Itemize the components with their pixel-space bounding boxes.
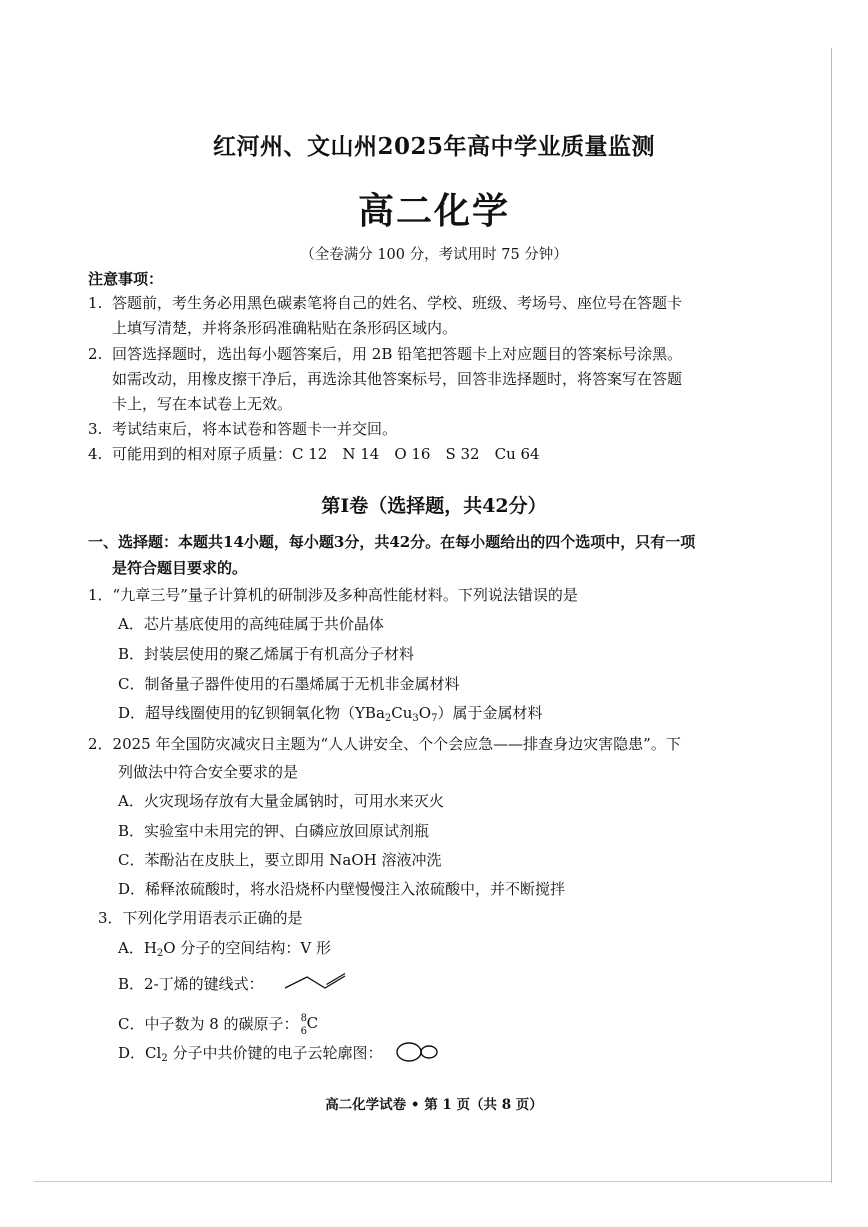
note-1-line-2: 上填写清楚，并将条形码准确粘贴在条形码区域内。 [112,319,458,337]
exam-title: 红河州、文山州2025年高中学业质量监测 [212,133,655,160]
note-2-num: 2. [88,345,103,363]
note-3-line-1: 考试结束后，将本试卷和答题卡一并交回。 [112,420,398,438]
q3-d-text-2: 分子中共价键的电子云轮廓图： [167,1044,383,1062]
note-1-num: 1. [88,294,103,312]
q1-d-text-4: ）属于金属材料 [437,704,543,722]
page-footer: 高二化学试卷 • 第 1 页（共 8 页） [325,1097,543,1113]
q3-d-sub: 2 [161,1053,168,1064]
q1-stem: 1．“九章三号”量子计算机的研制涉及多种高性能材料。下列说法错误的是 [88,586,578,604]
q1-d-sub-2: 3 [412,713,419,724]
q1-d-text-1: D．超导线圈使用的钇钡铜氧化物（YBa [118,704,385,722]
nuclide-symbol: C [306,1014,319,1032]
q3-d-text-1: D．Cl [118,1044,162,1062]
q1-d-text-3: O [418,704,432,722]
section-title: 第Ⅰ卷（选择题，共42分） [321,495,547,517]
q3-c-text: C．中子数为 8 的碳原子： [118,1015,299,1033]
q3-a-text-2: O 分子的空间结构：V 形 [163,939,331,957]
q1-d-sub-3: 7 [431,713,438,724]
q3-a-sub: 2 [156,948,164,959]
subject-title: 高二化学 [357,190,510,232]
q3-option-c [118,1012,321,1035]
q2-option-a: A．火灾现场存放有大量金属钠时，可用水来灭火 [118,792,444,810]
note-1-line-1: 答题前，考生务必用黑色碳素笔将自己的姓名、学校、班级、考场号、座位号在答题卡 [112,294,683,312]
q1-d-text-2: Cu [391,704,413,722]
q3-option-b: B．2-丁烯的键线式： [118,975,264,993]
q1-d-sub-1: 2 [384,713,392,724]
note-2-line-2: 如需改动，用橡皮擦干净后，再选涂其他答案标号，回答非选择题时，将答案写在答题 [112,370,683,388]
carbon-nuclide [299,1012,321,1037]
q1-option-c: C．制备量子器件使用的石墨烯属于无机非金属材料 [118,675,460,693]
section-instruction-line-2: 是符合题目要求的。 [112,559,248,577]
q2-option-c: C．苯酚沾在皮肤上，要立即用 NaOH 溶液冲洗 [118,851,442,869]
q3-stem: 3．下列化学用语表示正确的是 [98,909,303,927]
note-3-num: 3. [88,420,103,438]
q3-option-a [118,937,331,965]
notes-heading: 注意事项： [88,270,164,288]
nuclide-atomic-number: 6 [300,1026,307,1037]
exam-info: （全卷满分 100 分，考试用时 75 分钟） [300,247,568,263]
butene-skeletal-formula-icon [283,968,349,994]
electron-cloud-icon [395,1040,441,1064]
note-4-line-1: 可能用到的相对原子质量：C 12 N 14 O 16 S 32 Cu 64 [112,445,540,463]
note-4-num: 4. [88,445,103,463]
q1-option-b: B．封装层使用的聚乙烯属于有机高分子材料 [118,645,415,663]
section-instruction-line-1: 一、选择题：本题共14小题，每小题3分，共42分。在每小题给出的四个选项中，只有一项 [88,533,696,551]
note-2-line-1: 回答选择题时，选出每小题答案后，用 2B 铅笔把答题卡上对应题目的答案标号涂黑。 [112,345,683,363]
q2-option-d: D．稀释浓硫酸时，将水沿烧杯内壁慢慢注入浓硫酸中，并不断搅拌 [118,880,566,898]
note-2-line-3: 卡上，写在本试卷上无效。 [112,395,293,413]
q2-stem-line-1: 2．2025 年全国防灾减灾日主题为“人人讲安全、个个会应急——排查身边灾害隐患”。下 [88,735,681,753]
page-edge-bottom [34,1181,832,1182]
q3-option-d [118,1042,382,1070]
q1-option-d [118,702,543,730]
q1-option-a: A．芯片基底使用的高纯硅属于共价晶体 [118,615,384,633]
q3-a-text-1: A．H [118,939,157,957]
q2-option-b: B．实验室中未用完的钾、白磷应放回原试剂瓶 [118,822,430,840]
nuclide-mass-number: 8 [300,1013,307,1024]
q2-stem-line-2: 列做法中符合安全要求的是 [118,763,299,781]
